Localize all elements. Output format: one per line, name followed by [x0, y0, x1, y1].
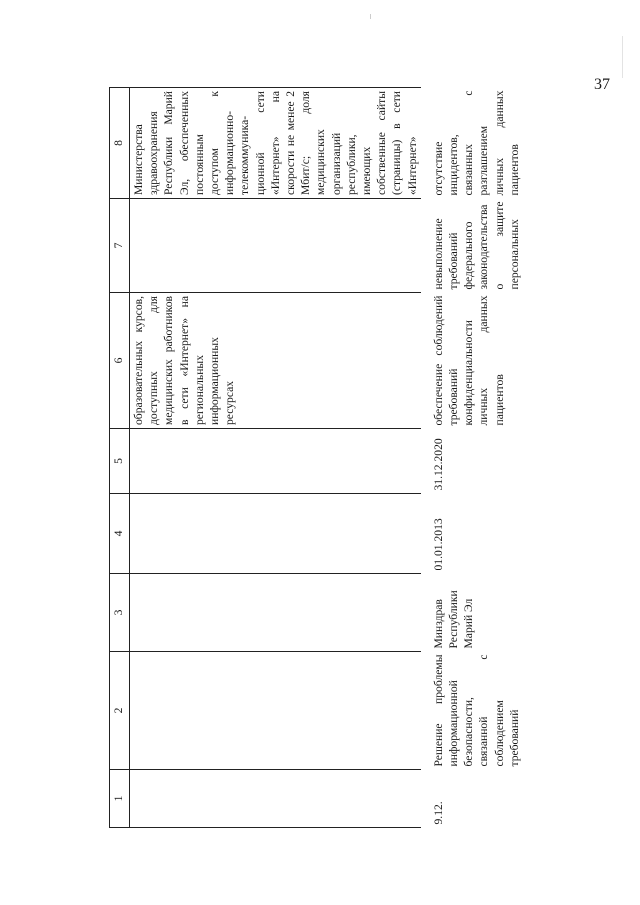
scan-mark — [622, 36, 623, 78]
table-row-9-12 — [421, 88, 523, 828]
column-header-5: 5 — [110, 429, 130, 494]
column-header-7: 7 — [110, 199, 130, 293]
cell-continued-indicators: Министерства здравоохранения Республики Марий Эл, обеспеченных постоянным доступом к информационно-телекоммуника-ционной сети «Интернет» на скорости не менее 2 Мбит/с; доля медицинских организаций республики, имеющих собственные сайты (страницы) в сети «Интернет» — [130, 88, 421, 199]
cell-empty — [130, 494, 421, 574]
page-number: 37 — [594, 76, 610, 93]
cell-consequences: невыполнение требований федерального законодательства о защите персональных — [431, 201, 521, 290]
cell-row-number: 9.12. — [431, 801, 445, 825]
plan-table — [109, 87, 523, 828]
cell-empty — [130, 574, 421, 652]
cell-indicator: отсутствие инцидентов, связанных с разглашением личных данных пациентов — [431, 90, 521, 196]
cell-empty — [130, 429, 421, 494]
cell-empty — [130, 652, 421, 770]
cell-empty — [130, 770, 421, 828]
column-header-2: 2 — [110, 652, 130, 770]
cell-executor: Минздрав Республики Марий Эл — [431, 590, 476, 649]
column-header-4: 4 — [110, 494, 130, 574]
column-header-6: 6 — [110, 293, 130, 429]
rotated-table-frame — [109, 88, 521, 828]
column-header-8: 8 — [110, 88, 130, 199]
column-number-row — [110, 88, 130, 828]
scan-mark — [370, 14, 371, 19]
table-row-continued — [130, 88, 421, 828]
cell-end-date: 31.12.2020 — [431, 438, 445, 491]
column-header-1: 1 — [110, 770, 130, 828]
cell-task-name: Решение проблемы информационной безопасности, связанной с соблюдением требований — [431, 654, 521, 767]
cell-continued-measures: образовательных курсов, доступных для медицинских работников в сети «Интернет» на региональных информационных ресурсах — [130, 293, 421, 429]
cell-expected-result: обеспечение соблюдений требований конфиденциальности личных данных пациентов — [431, 295, 506, 426]
cell-empty — [130, 199, 421, 293]
column-header-3: 3 — [110, 574, 130, 652]
cell-start-date: 01.01.2013 — [431, 518, 445, 571]
